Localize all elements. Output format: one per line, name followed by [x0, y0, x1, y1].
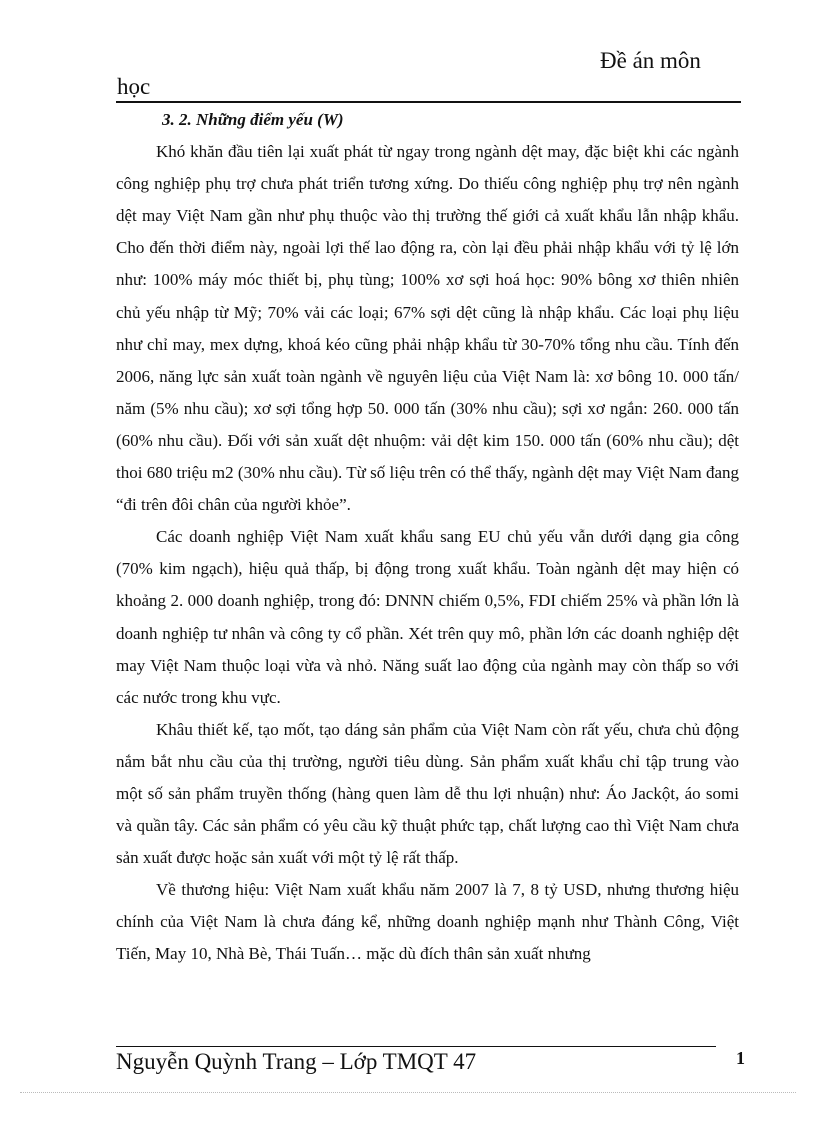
header-divider [116, 101, 741, 103]
section-heading: 3. 2. Những điểm yếu (W) [162, 110, 344, 129]
document-body [116, 104, 739, 971]
header-title-part2: học [117, 74, 151, 99]
paragraph-4: Về thương hiệu: Việt Nam xuất khẩu năm 2007 là 7, 8 tỷ USD, nhưng thương hiệu chính của Việt Nam là chưa đáng kể, những doanh nghiệp mạnh như Thành Công, Việt Tiến, May 10, Nhà Bè, Thái Tuấn… mặc dù đích thân sản xuất nhưng [116, 880, 739, 964]
paragraph-3: Khâu thiết kế, tạo mốt, tạo dáng sản phẩm của Việt Nam còn rất yếu, chưa chủ động nắm bắt nhu cầu của thị trường, người tiêu dùng. Sản phẩm xuất khẩu chỉ tập trung vào một số sản phẩm truyền thống (hàng quen làm dễ thu lợi nhuận) như: Áo Jackột, áo somi và quần tây. Các sản phẩm có yêu cầu kỹ thuật phức tạp, chất lượng cao thì Việt Nam chưa sản xuất được hoặc sản xuất với một tỷ lệ rất thấp. [116, 719, 739, 868]
footer-author: Nguyễn Quỳnh Trang – Lớp TMQT 47 [116, 1049, 477, 1074]
paragraph-2: Các doanh nghiệp Việt Nam xuất khẩu sang EU chủ yếu vẫn dưới dạng gia công (70% kim ngạch), hiệu quả thấp, bị động trong xuất khẩu. Toàn ngành dệt may hiện có khoảng 2. 000 doanh nghiệp, trong đó: DNNN chiếm 0,5%, FDI chiếm 25% và phần lớn là doanh nghiệp tư nhân và công ty cổ phần. Xét trên quy mô, phần lớn các doanh nghiệp dệt may Việt Nam thuộc loại vừa và nhỏ. Năng suất lao động của ngành may còn thấp so với các nước trong khu vực. [116, 527, 739, 707]
paragraph-1: Khó khăn đầu tiên lại xuất phát từ ngay trong ngành dệt may, đặc biệt khi các ngành công nghiệp phụ trợ chưa phát triển tương xứng. Do thiếu công nghiệp phụ trợ nên ngành dệt may Việt Nam gần như phụ thuộc vào thị trường thế giới cả xuất khẩu lẫn nhập khẩu. Cho đến thời điểm này, ngoài lợi thế lao động ra, còn lại đều phải nhập khẩu với tỷ lệ lớn như: 100% máy móc thiết bị, phụ tùng; 100% xơ sợi hoá học: 90% bông xơ thiên nhiên chủ yếu nhập từ Mỹ; 70% vải các loại; 67% sợi dệt cũng là nhập khẩu. Các loại phụ liệu như chỉ may, mex dựng, khoá kéo cũng phải nhập khẩu từ 30-70% tổng nhu cầu. Tính đến 2006, năng lực sản xuất toàn ngành về nguyên liệu của Việt Nam là: xơ bông 10. 000 tấn/ năm (5% nhu cầu); xơ sợi tổng hợp 50. 000 tấn (30% nhu cầu); sợi xơ ngắn: 260. 000 tấn (60% nhu cầu). Đối với sản xuất dệt nhuộm: vải dệt kim 150. 000 tấn (60% nhu cầu); dệt thoi 680 triệu m2 (30% nhu cầu). Từ số liệu trên có thể thấy, ngành dệt may Việt Nam đang “đi trên đôi chân của người khỏe”. [116, 142, 739, 515]
page-number: 1 [736, 1048, 745, 1068]
header-title-part1: Đề án môn [600, 48, 701, 73]
page-bottom-border [20, 1092, 796, 1093]
